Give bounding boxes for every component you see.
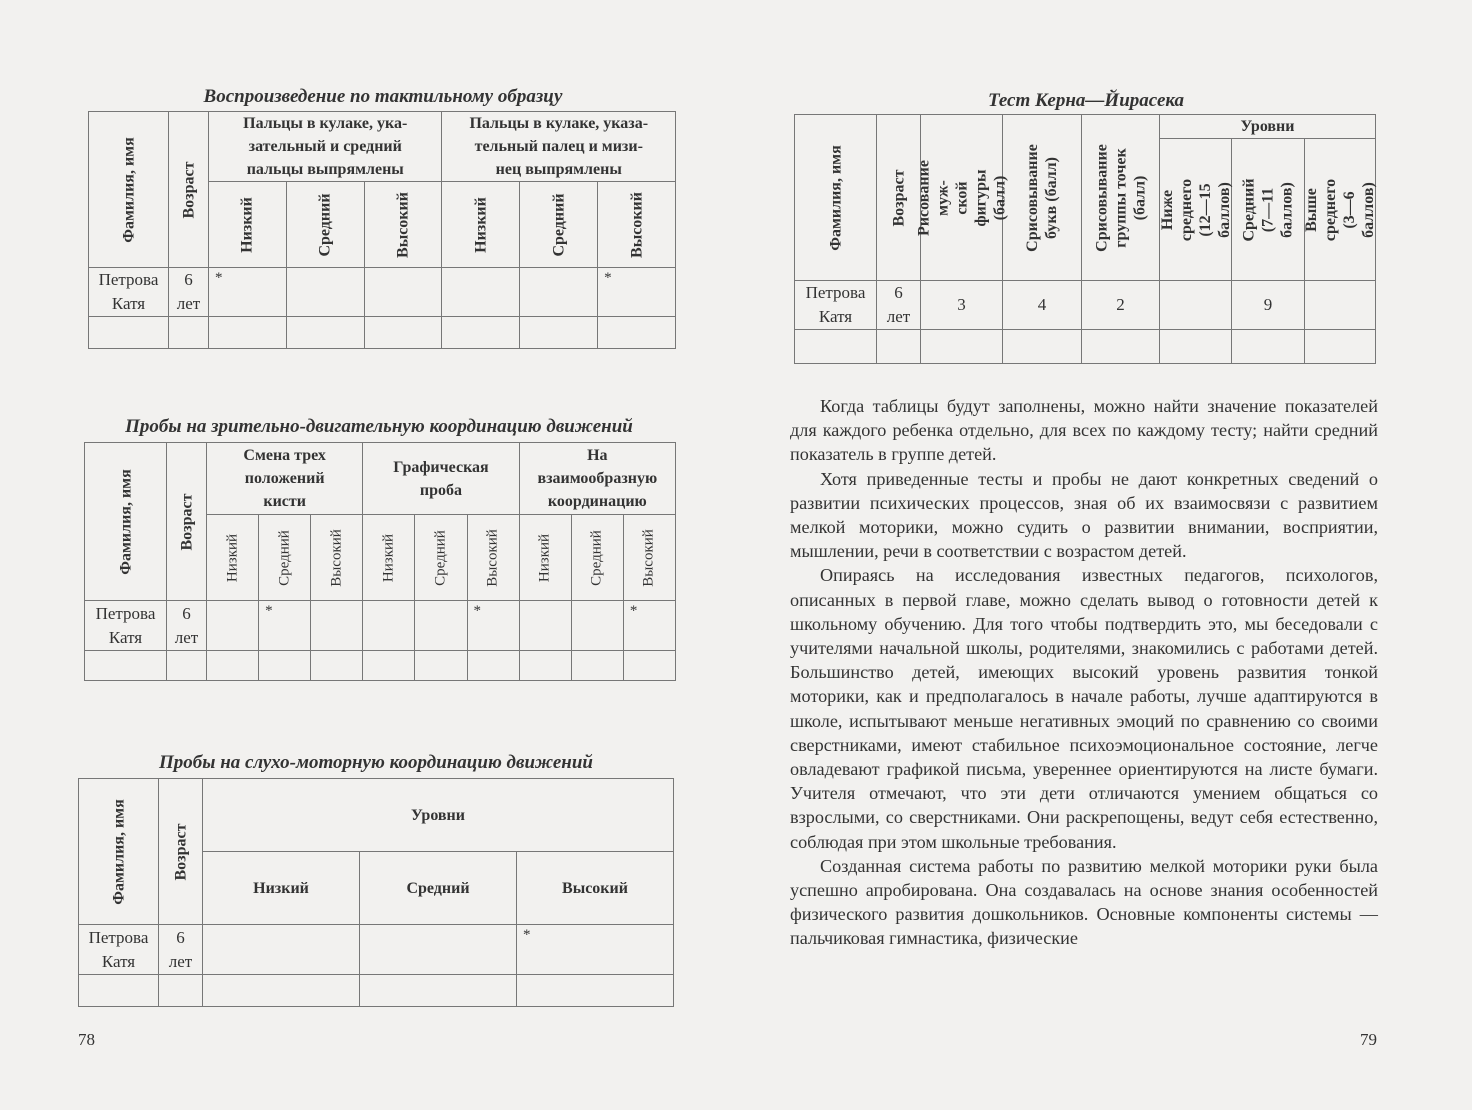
score-cell: 4 bbox=[1003, 281, 1082, 330]
paragraph: Созданная система работы по развитию мелкой моторики руки была успешно апробирована. Она создавалась на основе знания особенностей физического развития дошкольников. Основные компоненты системы — пальчиковая гимнастика, физические bbox=[790, 855, 1378, 949]
page-number: 79 bbox=[1360, 1030, 1377, 1049]
table2-group1: Смена трех положений кисти bbox=[207, 443, 363, 515]
mark-cell bbox=[286, 268, 364, 317]
mark-cell bbox=[571, 601, 623, 651]
score-cell: 3 bbox=[921, 281, 1003, 330]
table1-level-high: Высокий bbox=[364, 182, 442, 268]
table2-level-low: Низкий bbox=[207, 515, 259, 601]
table3-caption: Пробы на слухо-моторную координацию движений bbox=[159, 752, 593, 773]
table-row bbox=[89, 268, 676, 317]
table2-level-mid: Средний bbox=[571, 515, 623, 601]
mark-cell: * bbox=[209, 268, 287, 317]
table4-header-age: Возраст bbox=[877, 115, 921, 281]
table1-level-mid: Средний bbox=[286, 182, 364, 268]
mark-cell bbox=[203, 925, 360, 975]
table1-caption: Воспроизведение по тактильному образцу bbox=[203, 86, 563, 107]
mark-cell bbox=[311, 601, 363, 651]
mark-cell: * bbox=[598, 268, 676, 317]
table2-group3: На взаимообразную координацию bbox=[519, 443, 675, 515]
table4-group: Уровни bbox=[1160, 115, 1376, 139]
table-row-empty bbox=[79, 975, 674, 1007]
paragraph: Опираясь на исследования известных педагогов, психологов, описанных в первой главе, можно сделать вывод о готовности детей к школьному обучению. Для того чтобы подтвердить это, мы беседовали с учителями начальной школы, родителями, знакомились с работами детей. Большинство детей, имеющих высокий уровень развития тонкой моторики, как и предполагалось в начале работы, лучше адаптируются в школе, испытывают меньше негативных эмоций по сравнению со своими сверстниками, имеют стабильное психоэмоциональное состояние, легче овладевают графикой письма, увереннее ориентируются на листе бумаги. Учителя отмечают, что эти дети отличаются умением общаться со взрослыми, со сверстниками. Они раскрепощены, ведут себя естественно, соблюдая при этом школьные требования. bbox=[790, 565, 1378, 852]
paragraph: Хотя приведенные тесты и пробы не дают конкретных сведений о развитии психических процессов, зная об их взаимосвязи с развитием мелкой моторики, можно судить о развитии внимании, восприятии, мышлении, речи в соответствии с возрастом детей. bbox=[790, 468, 1378, 562]
table2-level-high: Высокий bbox=[623, 515, 675, 601]
table2-level-mid: Средний bbox=[415, 515, 467, 601]
mark-cell bbox=[360, 925, 517, 975]
mark-cell bbox=[364, 268, 442, 317]
score-cell bbox=[1305, 281, 1376, 330]
student-age: 6 лет bbox=[159, 925, 203, 975]
table1-group1: Пальцы в кулаке, ука- зательный и средний пальцы выпрямлены bbox=[209, 112, 442, 182]
mark-cell: * bbox=[467, 601, 519, 651]
student-name: Петрова Катя bbox=[79, 925, 159, 975]
table-row-empty bbox=[795, 330, 1376, 364]
mark-cell: * bbox=[259, 601, 311, 651]
table4-header-dots: Срисовывание группы точек (балл) bbox=[1082, 115, 1160, 281]
score-cell: 9 bbox=[1232, 281, 1305, 330]
table2-level-mid: Средний bbox=[259, 515, 311, 601]
table3-header-name: Фамилия, имя bbox=[79, 779, 159, 925]
page-number: 78 bbox=[78, 1030, 95, 1049]
table4-caption: Тест Керна—Йирасека bbox=[987, 90, 1185, 111]
table1-level-high: Высокий bbox=[598, 182, 676, 268]
table3-group: Уровни bbox=[203, 779, 674, 852]
table4-level-below: Ниже среднего (12—15 баллов) bbox=[1160, 139, 1232, 281]
table3-level-mid: Средний bbox=[360, 852, 517, 925]
table4 bbox=[794, 114, 1376, 364]
table2-header-name: Фамилия, имя bbox=[85, 443, 167, 601]
table-row-empty bbox=[85, 651, 676, 681]
student-age: 6 лет bbox=[167, 601, 207, 651]
table2-level-low: Низкий bbox=[519, 515, 571, 601]
table-row bbox=[85, 601, 676, 651]
paragraph: Когда таблицы будут заполнены, можно найти значение показателей для каждого ребенка отдельно, для всех по каждому тесту; найти средний показатель в группе детей. bbox=[790, 396, 1378, 465]
table4-level-above: Выше среднего (3—6 баллов) bbox=[1305, 139, 1376, 281]
table2 bbox=[84, 442, 676, 681]
score-cell bbox=[1160, 281, 1232, 330]
table2-level-high: Высокий bbox=[467, 515, 519, 601]
table-row-empty bbox=[89, 317, 676, 349]
table4-header-draw: Рисование муж- ской фигуры (балл) bbox=[921, 115, 1003, 281]
student-name: Петрова Катя bbox=[85, 601, 167, 651]
student-name: Петрова Катя bbox=[89, 268, 169, 317]
table1 bbox=[88, 111, 676, 349]
mark-cell bbox=[363, 601, 415, 651]
table4-level-mid: Средний (7—11 баллов) bbox=[1232, 139, 1305, 281]
table3-header-age: Возраст bbox=[159, 779, 203, 925]
table1-level-low: Низкий bbox=[209, 182, 287, 268]
mark-cell: * bbox=[623, 601, 675, 651]
mark-cell bbox=[442, 268, 520, 317]
table1-level-low: Низкий bbox=[442, 182, 520, 268]
table2-header-age: Возраст bbox=[167, 443, 207, 601]
table4-header-letters: Срисовывание букв (балл) bbox=[1003, 115, 1082, 281]
table-row bbox=[79, 925, 674, 975]
table1-header-age: Возраст bbox=[169, 112, 209, 268]
table-row bbox=[795, 281, 1376, 330]
table1-header-name: Фамилия, имя bbox=[89, 112, 169, 268]
mark-cell bbox=[415, 601, 467, 651]
student-age: 6 лет bbox=[169, 268, 209, 317]
table2-level-low: Низкий bbox=[363, 515, 415, 601]
mark-cell bbox=[520, 268, 598, 317]
table2-group2: Графическая проба bbox=[363, 443, 519, 515]
table3 bbox=[78, 778, 674, 1007]
mark-cell bbox=[207, 601, 259, 651]
score-cell: 2 bbox=[1082, 281, 1160, 330]
table2-caption: Пробы на зрительно-двигательную координацию движений bbox=[125, 416, 633, 437]
student-name: Петрова Катя bbox=[795, 281, 877, 330]
student-age: 6 лет bbox=[877, 281, 921, 330]
table3-level-low: Низкий bbox=[203, 852, 360, 925]
body-text bbox=[790, 394, 1378, 951]
table3-level-high: Высокий bbox=[517, 852, 674, 925]
table4-header-name: Фамилия, имя bbox=[795, 115, 877, 281]
table1-group2: Пальцы в кулаке, указа- тельный палец и мизи- нец выпрямлены bbox=[442, 112, 676, 182]
table1-level-mid: Средний bbox=[520, 182, 598, 268]
mark-cell bbox=[519, 601, 571, 651]
mark-cell: * bbox=[517, 925, 674, 975]
table2-level-high: Высокий bbox=[311, 515, 363, 601]
